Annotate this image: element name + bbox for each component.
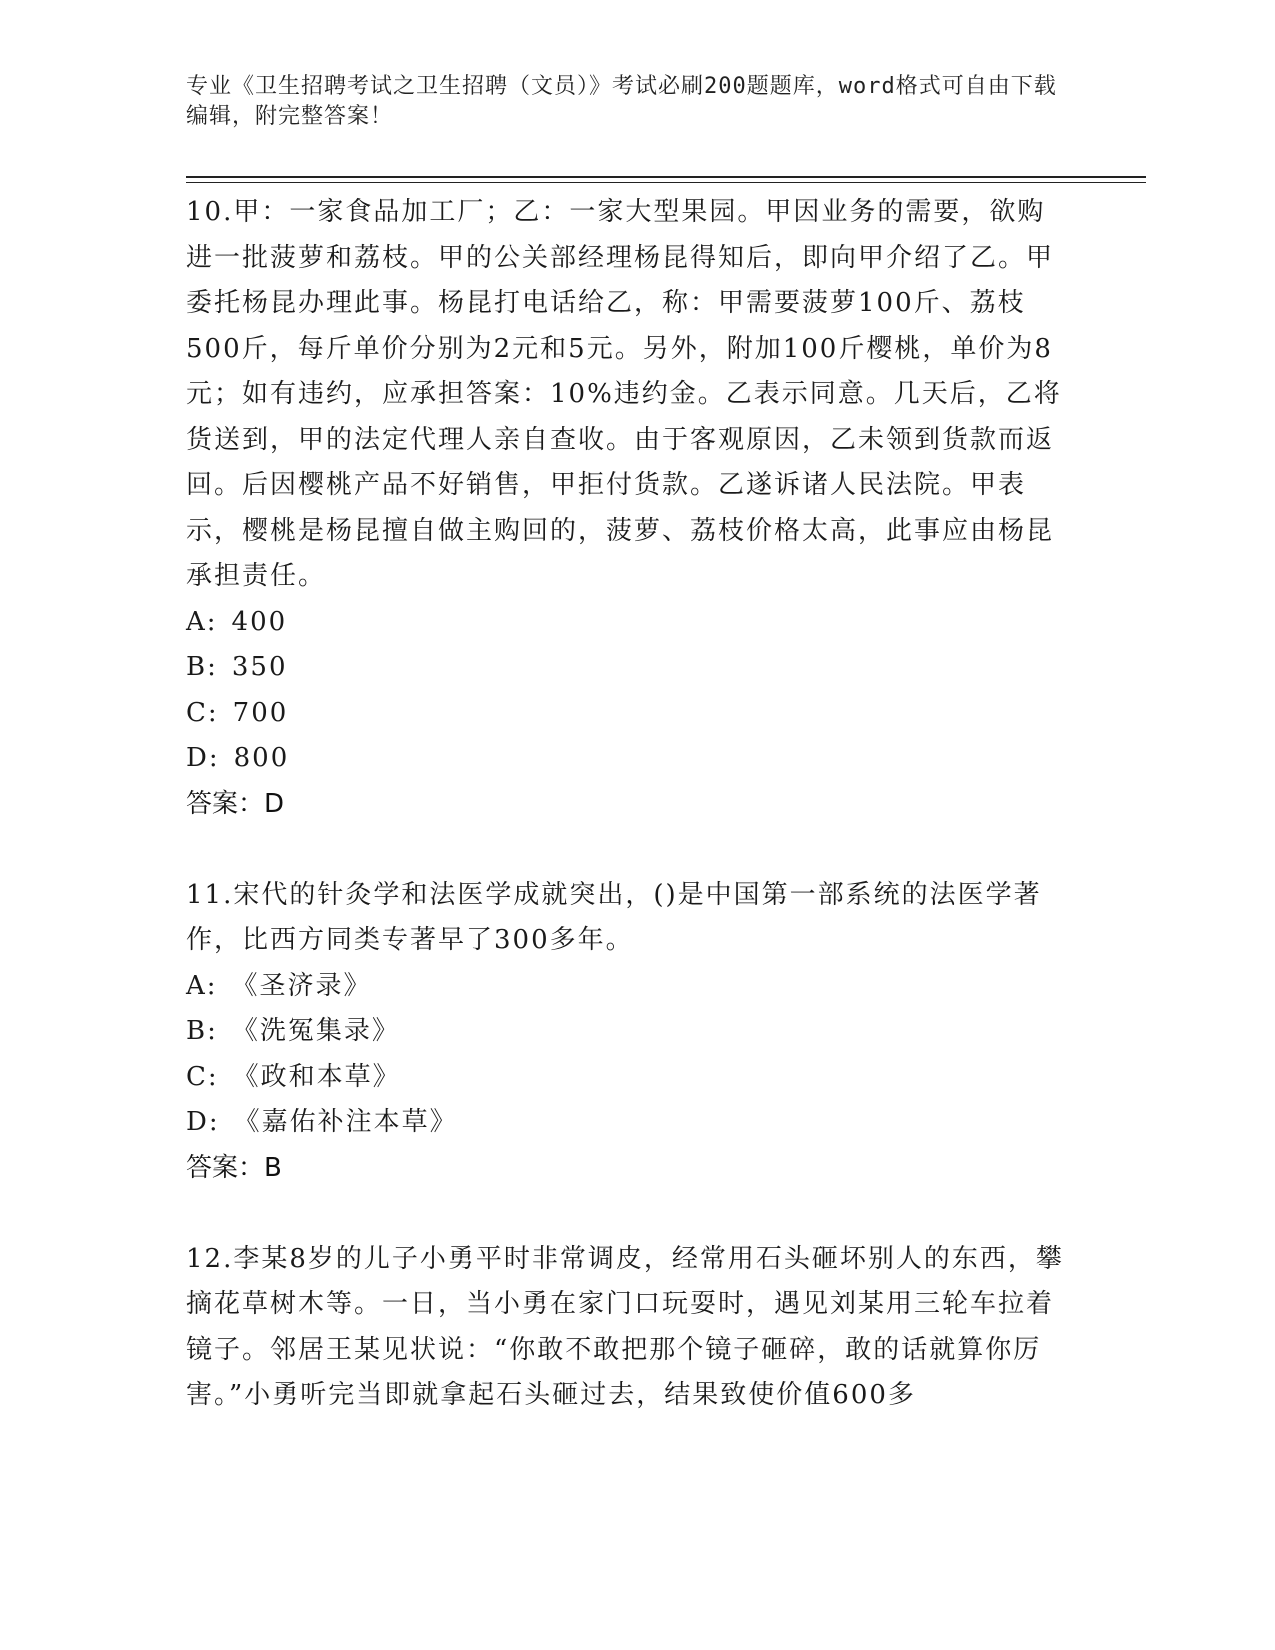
option-letter: B: xyxy=(186,1016,218,1046)
option-b xyxy=(186,1009,1066,1055)
question-stem: 10.甲：一家食品加工厂；乙：一家大型果园。甲因业务的需要，欲购进一批菠萝和荔枝。甲的公关部经理杨昆得知后，即向甲介绍了乙。甲委托杨昆办理此事。杨昆打电话给乙，称：甲需要菠萝100斤、荔枝500斤，每斤单价分别为2元和5元。另外，附加100斤樱桃，单价为8元；如有违约，应承担答案：10%违约金。乙表示同意。几天后，乙将货送到，甲的法定代理人亲自查收。由于客观原因，乙未领到货款而返回。后因樱桃产品不好销售，甲拒付货款。乙遂诉诸人民法院。甲表示，樱桃是杨昆擅自做主购回的，菠萝、荔枝价格太高，此事应由杨昆承担责任。 xyxy=(186,197,1062,591)
option-b xyxy=(186,645,1066,691)
option-letter: C: xyxy=(186,1061,219,1092)
option-d xyxy=(186,736,1066,782)
question-stem: 11.宋代的针灸学和法医学成就突出，()是中国第一部系统的法医学著作，比西方同类专著早了300多年。 xyxy=(186,879,1042,955)
header-divider-thick xyxy=(186,176,1146,178)
option-text: 《政和本草》 xyxy=(232,1061,401,1092)
option-c xyxy=(186,1055,1066,1101)
document-header: 专业《卫生招聘考试之卫生招聘（文员）》考试必刷200题题库，word格式可自由下载编辑，附完整答案！ xyxy=(186,74,1057,129)
header-divider-thin xyxy=(186,182,1146,183)
option-letter: B: xyxy=(186,652,218,682)
option-text: 800 xyxy=(233,743,290,773)
option-text: 《圣济录》 xyxy=(231,970,372,1001)
option-letter: A: xyxy=(186,606,218,637)
option-text: 400 xyxy=(231,606,288,637)
option-text: 700 xyxy=(232,697,289,728)
option-d xyxy=(186,1100,1066,1146)
option-a xyxy=(186,964,1066,1010)
question-stem: 12.李某8岁的儿子小勇平时非常调皮，经常用石头砸坏别人的东西，攀摘花草树木等。一日，当小勇在家门口玩耍时，遇见刘某用三轮车拉着镜子。邻居王某见状说：“你敢不敢把那个镜子砸碎，敢的话就算你厉害。”小勇听完当即就拿起石头砸过去，结果致使价值600多 xyxy=(186,1243,1064,1410)
question-10 xyxy=(186,190,1066,827)
option-letter: A: xyxy=(186,970,218,1001)
option-text: 350 xyxy=(231,652,288,682)
option-letter: D: xyxy=(186,743,220,773)
answer-line: 答案：B xyxy=(186,1152,282,1183)
question-list xyxy=(186,190,1066,1419)
option-text: 《嘉佑补注本草》 xyxy=(233,1107,458,1137)
option-letter: D: xyxy=(186,1107,220,1137)
question-spacer xyxy=(186,1191,1066,1237)
question-12 xyxy=(186,1237,1066,1419)
question-11 xyxy=(186,873,1066,1191)
answer-line: 答案：D xyxy=(186,788,285,819)
question-spacer xyxy=(186,827,1066,873)
option-text: 《洗冤集录》 xyxy=(231,1016,400,1046)
option-letter: C: xyxy=(186,697,219,728)
option-c xyxy=(186,691,1066,737)
option-a xyxy=(186,600,1066,646)
